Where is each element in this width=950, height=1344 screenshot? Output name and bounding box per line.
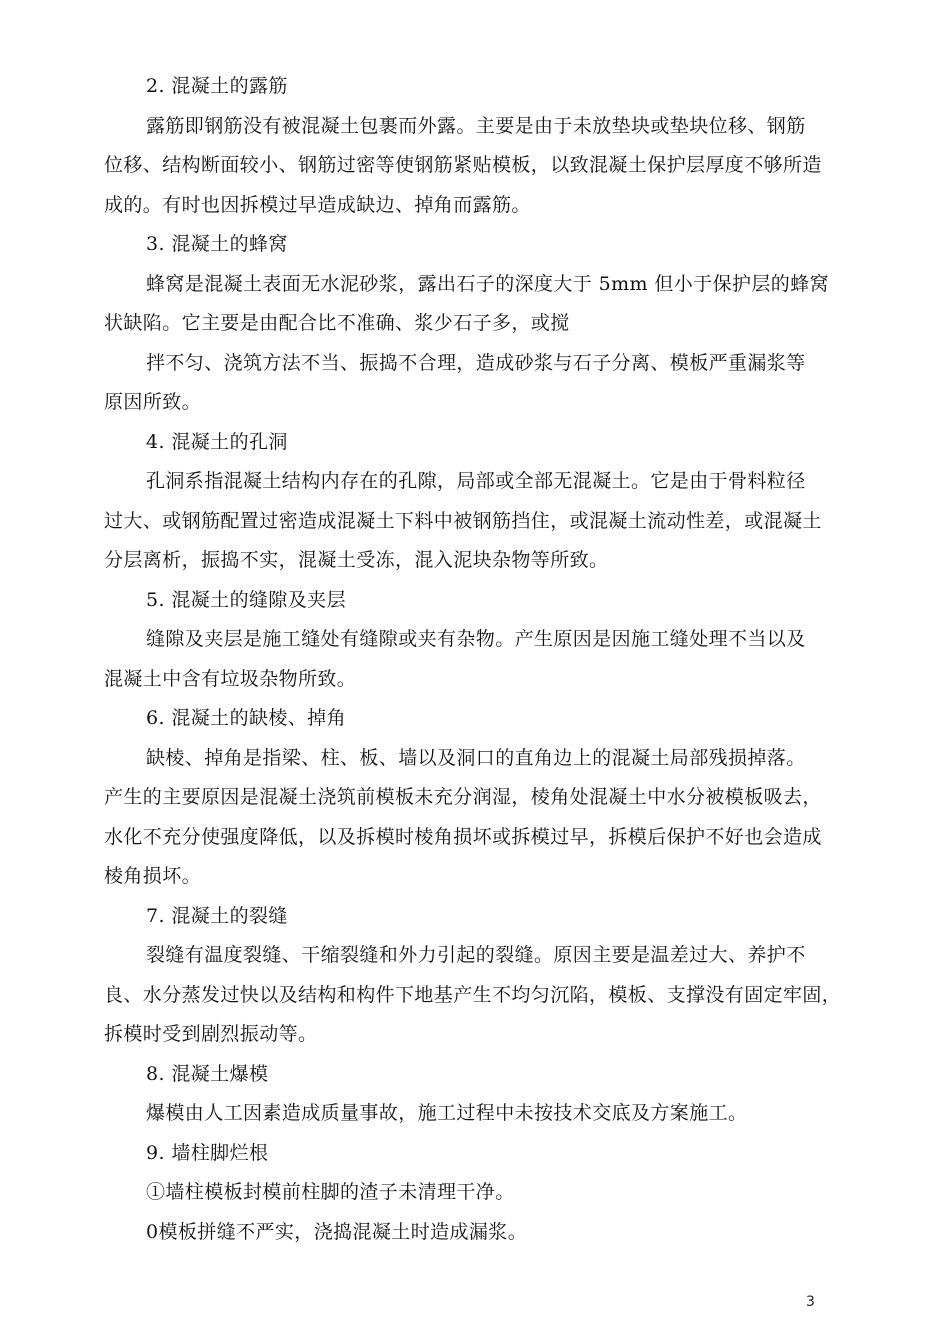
- paragraph-line: 缺棱、掉角是指梁、柱、板、墙以及洞口的直角边上的混凝土局部残损掉落。: [146, 747, 806, 769]
- section-heading-4: 4. 混凝土的孔洞: [146, 431, 288, 453]
- section-heading-5: 5. 混凝土的缝隙及夹层: [146, 589, 346, 611]
- section-heading-3: 3. 混凝土的蜂窝: [146, 233, 288, 255]
- section-heading-7: 7. 混凝土的裂缝: [146, 905, 288, 927]
- section-heading-6: 6. 混凝土的缺棱、掉角: [146, 707, 346, 729]
- paragraph-line: 缝隙及夹层是施工缝处有缝隙或夹有杂物。产生原因是因施工缝处理不当以及: [146, 628, 806, 650]
- section-heading-8: 8. 混凝土爆模: [146, 1063, 269, 1085]
- paragraph-line: 棱角损坏。: [104, 865, 202, 887]
- paragraph-line: 混凝土中含有垃圾杂物所致。: [104, 668, 357, 690]
- paragraph-line: 裂缝有温度裂缝、干缩裂缝和外力引起的裂缝。原因主要是温差过大、养护不: [146, 944, 806, 966]
- paragraph-line: 拌不匀、浇筑方法不当、振捣不合理，造成砂浆与石子分离、模板严重漏浆等: [146, 352, 806, 374]
- paragraph-line: 孔洞系指混凝土结构内存在的孔隙，局部或全部无混凝土。它是由于骨料粒径: [146, 470, 806, 492]
- paragraph-line: 水化不充分使强度降低，以及拆模时棱角损坏或拆模过早，拆模后保护不好也会造成: [104, 826, 822, 848]
- paragraph-line: 蜂窝是混凝土表面无水泥砂浆，露出石子的深度大于 5mm 但小于保护层的蜂窝: [146, 273, 830, 295]
- paragraph-line: 位移、结构断面较小、钢筋过密等使钢筋紧贴模板，以致混凝土保护层厚度不够所造: [104, 154, 822, 176]
- paragraph-line: 原因所致。: [104, 391, 202, 413]
- paragraph-line: 露筋即钢筋没有被混凝土包裹而外露。主要是由于未放垫块或垫块位移、钢筋: [146, 115, 806, 137]
- paragraph-line: 拆模时受到剧烈振动等。: [104, 1023, 318, 1045]
- section-heading-9: 9. 墙柱脚烂根: [146, 1142, 269, 1164]
- paragraph-line: ①墙柱模板封模前柱脚的渣子未清理干净。: [146, 1181, 515, 1203]
- section-heading-2: 2. 混凝土的露筋: [146, 75, 288, 97]
- page-number: 3: [806, 1294, 815, 1310]
- paragraph-line: 产生的主要原因是混凝土浇筑前模板未充分润湿，棱角处混凝土中水分被模板吸去，: [104, 786, 822, 808]
- paragraph-line: 0模板拼缝不严实，浇捣混凝土时造成漏浆。: [146, 1221, 528, 1243]
- paragraph-line: 良、水分蒸发过快以及结构和构件下地基产生不均匀沉陷，模板、支撑没有固定牢固，: [104, 984, 842, 1006]
- paragraph-line: 过大、或钢筋配置过密造成混凝土下料中被钢筋挡住，或混凝土流动性差，或混凝土: [104, 510, 822, 532]
- paragraph-line: 状缺陷。它主要是由配合比不准确、浆少石子多，或搅: [104, 312, 570, 334]
- paragraph-line: 分层离析，振捣不实，混凝土受冻，混入泥块杂物等所致。: [104, 549, 609, 571]
- paragraph-line: 成的。有时也因拆模过早造成缺边、掉角而露筋。: [104, 194, 531, 216]
- paragraph-line: 爆模由人工因素造成质量事故，施工过程中未按技术交底及方案施工。: [146, 1102, 748, 1124]
